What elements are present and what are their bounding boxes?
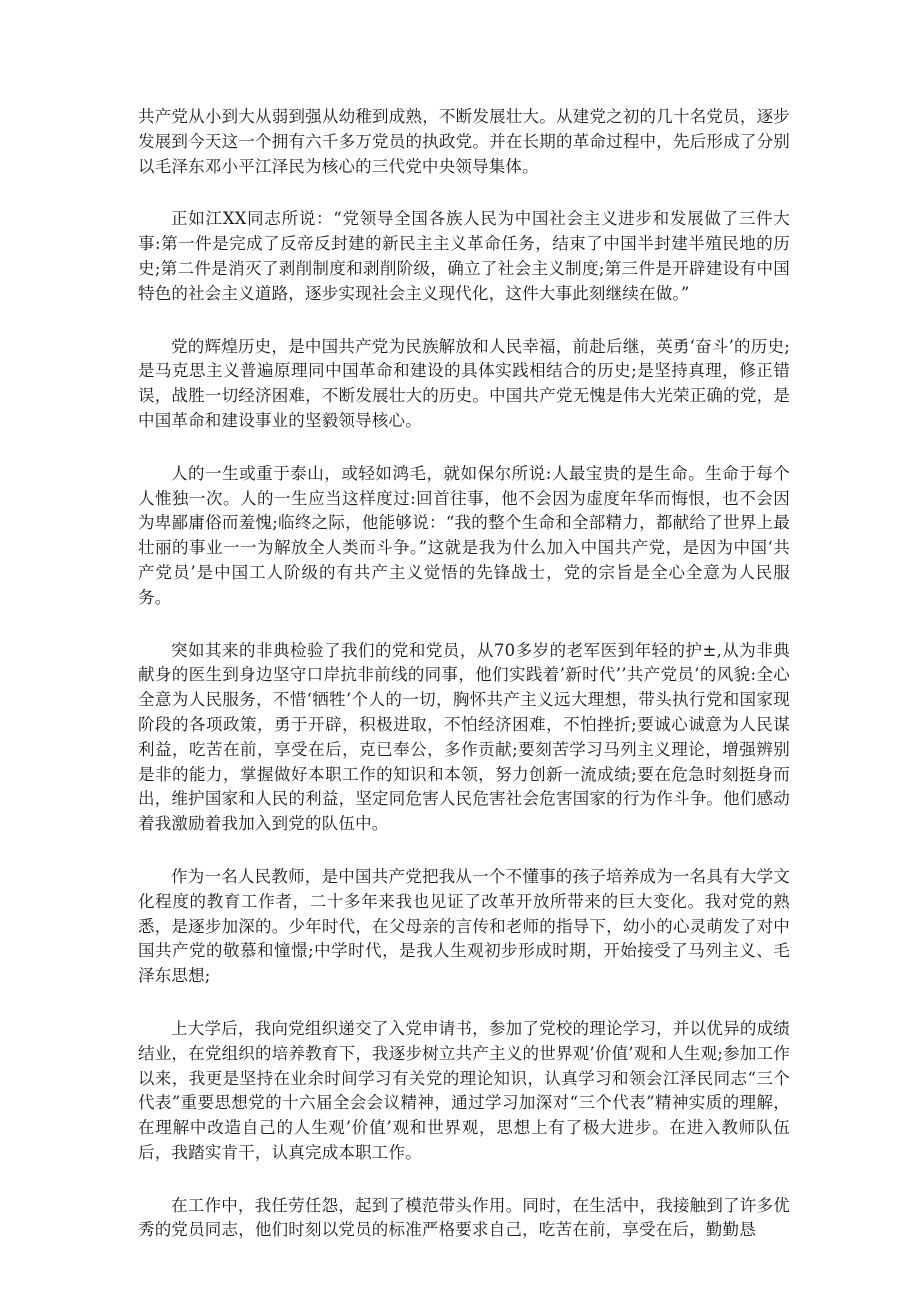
paragraph: 党的辉煌历史，是中国共产党为民族解放和人民幸福，前赴后继，英勇‘奋斗’的历史;是马克思主义普遍原理同中国革命和建设的具体实践相结合的历史;是坚持真理，修正错误，战胜一切经济困难，不断发展壮大的历史。中国共产党无愧是伟大光荣正确的党，是中国革命和建设事业的坚毅领导核心。 — [138, 336, 790, 430]
paragraph: 突如其来的非典检验了我们的党和党员，从70多岁的老军医到年轻的护±,从为非典献身的医生到身边坚守口岸抗非前线的同事，他们实践着’新时代’’共产党员’的风貌:全心全意为人民服务，不惜‘牺牲’个人的一切，胸怀共产主义远大理想，带头执行党和国家现阶段的各项政策，勇于开辟，积极进取，不怕经济困难，不怕挫折;要诚心诚意为人民谋利益，吃苦在前，享受在后，克已奉公，多作贡献;要刻苦学习马列主义理论，增强辨别是非的能力，掌握做好本职工作的知识和本领，努力创新一流成绩;要在危急时刻挺身而出，维护国家和人民的利益，坚定同危害人民危害社会危害国家的行为作斗争。他们感动着我激励着我加入到党的队伍中。 — [138, 640, 790, 834]
paragraph: 共产党从小到大从弱到强从幼稚到成熟，不断发展壮大。从建党之初的几十名党员，逐步发展到今天这一个拥有六千多万党员的执政党。并在长期的革命过程中，先后形成了分别以毛泽东邓小平江泽民为核心的三代党中央领导集体。 — [138, 107, 790, 176]
paragraph: 在工作中，我任劳任怨，起到了模范带头作用。同时，在生活中，我接触到了许多优秀的党员同志，他们时刻以党员的标准严格要求自己，吃苦在前，享受在后，勤勤恳 — [138, 1195, 790, 1240]
paragraph: 人的一生或重于泰山，或轻如鸿毛，就如保尔所说:人最宝贵的是生命。生命于每个人惟独一次。人的一生应当这样度过:回首往事，他不会因为虚度年华而悔恨，也不会因为卑鄙庸俗而羞愧;临终之际，他能够说：“我的整个生命和全部精力，都献给了世界上最壮丽的事业一一为解放全人类而斗争。”这就是我为什么加入中国共产党，是因为中国‘共产党员’是中国工人阶级的有共产主义觉悟的先锋战士，党的宗旨是全心全意为人民服务。 — [138, 463, 790, 607]
document-body — [138, 105, 790, 1271]
paragraph: 作为一名人民教师，是中国共产党把我从一个不懂事的孩子培养成为一名具有大学文化程度的教育工作者，二十多年来我也见证了改革开放所带来的巨大变化。我对党的熟悉，是逐步加深的。少年时代，在父母亲的言传和老师的指导下，幼小的心灵萌发了对中国共产党的敬慕和憧憬;中学时代，是我人生观初步形成时期，开始接受了马列主义、毛泽东思想; — [138, 866, 790, 986]
paragraph: 上大学后，我向党组织递交了入党申请书，参加了党校的理论学习，并以优异的成绩结业，在党组织的培养教育下，我逐步树立共产主义的世界观’价值’观和人生观;参加工作以来，我更是坚持在业余时间学习有关党的理论知识，认真学习和领会江泽民同志“三个代表”重要思想党的十六届全会会议精神，通过学习加深对“三个代表”精神实质的理解，在理解中改造自己的人生观’价值’观和世界观，思想上有了极大进步。在进入教师队伍后，我踏实肯干，认真完成本职工作。 — [138, 1018, 790, 1162]
paragraph: 正如江XX同志所说：“党领导全国各族人民为中国社会主义进步和发展做了三件大事:第一件是完成了反帝反封建的新民主主义革命任务，结束了中国半封建半殖民地的历史;第二件是消灭了剥削制度和剥削阶级，确立了社会主义制度;第三件是开辟建设有中国特色的社会主义道路，逐步实现社会主义现代化，这件大事此刻继续在做。” — [138, 209, 790, 303]
